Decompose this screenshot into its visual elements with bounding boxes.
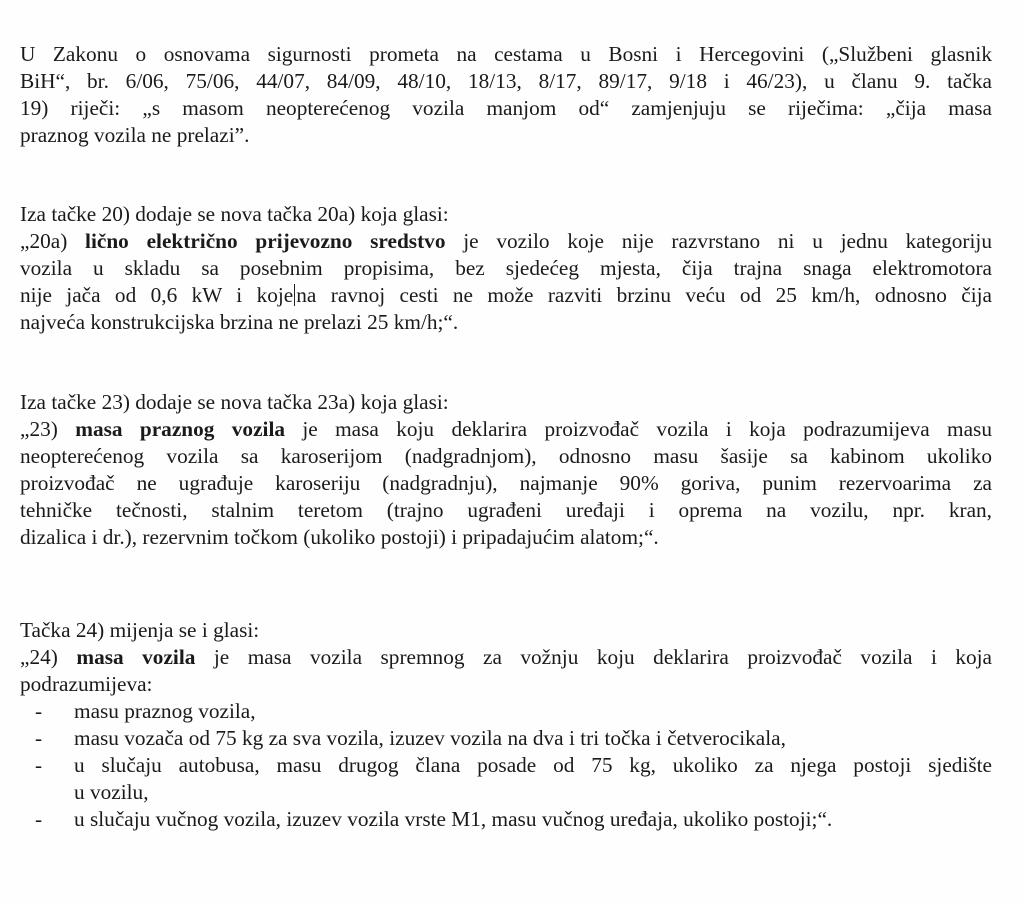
definition-number: „20a) bbox=[20, 229, 68, 253]
bullet-item-4: u slučaju vučnog vozila, izuzev vozila vrste M1, masu vučnog uređaja, ukoliko postoji;“. bbox=[74, 807, 833, 831]
definition-text: je vozilo koje nije razvrstano ni u jednu kategoriju bbox=[463, 229, 992, 253]
paragraph-1-line-4: praznog vozila ne prelazi”. bbox=[20, 123, 250, 147]
paragraph-1-line-3: 19) riječi: „s masom neopterećenog vozila manjom od“ zamjenjuju se riječima: „čija masa bbox=[20, 96, 992, 120]
definition-text: je masa koju deklarira proizvođač vozila i koja podrazumijeva masu bbox=[302, 417, 992, 441]
paragraph-4-intro: Tačka 24) mijenja se i glasi: bbox=[20, 618, 260, 642]
bullet-dash-2: - bbox=[35, 726, 43, 750]
bullet-dash-3: - bbox=[35, 753, 43, 777]
paragraph-2-definition-line-1 bbox=[20, 228, 992, 255]
paragraph-3-intro: Iza tačke 23) dodaje se nova tačka 23a) koja glasi: bbox=[20, 390, 449, 414]
bullet-item-3-line-1: u slučaju autobusa, masu drugog člana posade od 75 kg, ukoliko za njega postoji sjedište bbox=[74, 753, 992, 777]
paragraph-2-line-3 bbox=[20, 282, 992, 309]
definition-number: „23) bbox=[20, 417, 58, 441]
cropped-text-line bbox=[20, 898, 280, 906]
text-before-cursor: nije jača od 0,6 kW i koje bbox=[20, 283, 294, 307]
defined-term: masa praznog vozila bbox=[75, 417, 286, 441]
paragraph-4-line-2: podrazumijeva: bbox=[20, 672, 153, 696]
defined-term: lično električno prijevozno sredstvo bbox=[85, 229, 446, 253]
paragraph-3-line-3: proizvođač ne ugrađuje karoseriju (nadgradnju), najmanje 90% goriva, punim rezervoarima za bbox=[20, 471, 992, 495]
bullet-dash-4: - bbox=[35, 807, 43, 831]
paragraph-3-line-5: dizalica i dr.), rezervnim točkom (ukoliko postoji) i pripadajućim alatom;“. bbox=[20, 525, 659, 549]
paragraph-3-definition-line-1 bbox=[20, 416, 992, 443]
paragraph-3-line-4: tehničke tečnosti, stalnim teretom (trajno ugrađeni uređaji i oprema na vozilu, npr. kran, bbox=[20, 498, 992, 522]
defined-term: masa vozila bbox=[76, 645, 196, 669]
definition-text: je masa vozila spremnog za vožnju koju deklarira proizvođač vozila i koja bbox=[213, 645, 993, 669]
paragraph-4-definition-line-1 bbox=[20, 644, 992, 671]
bullet-item-1: masu praznog vozila, bbox=[74, 699, 256, 723]
paragraph-1-line-1: U Zakonu o osnovama sigurnosti prometa na cestama u Bosni i Hercegovini („Službeni glasnik bbox=[20, 42, 992, 66]
definition-number: „24) bbox=[20, 645, 58, 669]
bullet-dash-1: - bbox=[35, 699, 43, 723]
bullet-item-3-line-2: u vozilu, bbox=[74, 780, 149, 804]
paragraph-2-line-2: vozila u skladu sa posebnim propisima, bez sjedećeg mjesta, čija trajna snaga elektromotora bbox=[20, 256, 992, 280]
paragraph-1-line-2: BiH“, br. 6/06, 75/06, 44/07, 84/09, 48/10, 18/13, 8/17, 89/17, 9/18 i 46/23), u članu 9. tačka bbox=[20, 69, 992, 93]
text-after-cursor: na ravnoj cesti ne može razviti brzinu veću od 25 km/h, odnosno čija bbox=[296, 283, 992, 307]
paragraph-3-line-2: neopterećenog vozila sa karoserijom (nadgradnjom), odnosno masu šasije sa kabinom ukoliko bbox=[20, 444, 992, 468]
paragraph-2-line-4: najveća konstrukcijska brzina ne prelazi 25 km/h;“. bbox=[20, 310, 459, 334]
paragraph-2-intro: Iza tačke 20) dodaje se nova tačka 20a) koja glasi: bbox=[20, 202, 449, 226]
bullet-item-2: masu vozača od 75 kg za sva vozila, izuzev vozila na dva i tri točka i četverocikala, bbox=[74, 726, 786, 750]
